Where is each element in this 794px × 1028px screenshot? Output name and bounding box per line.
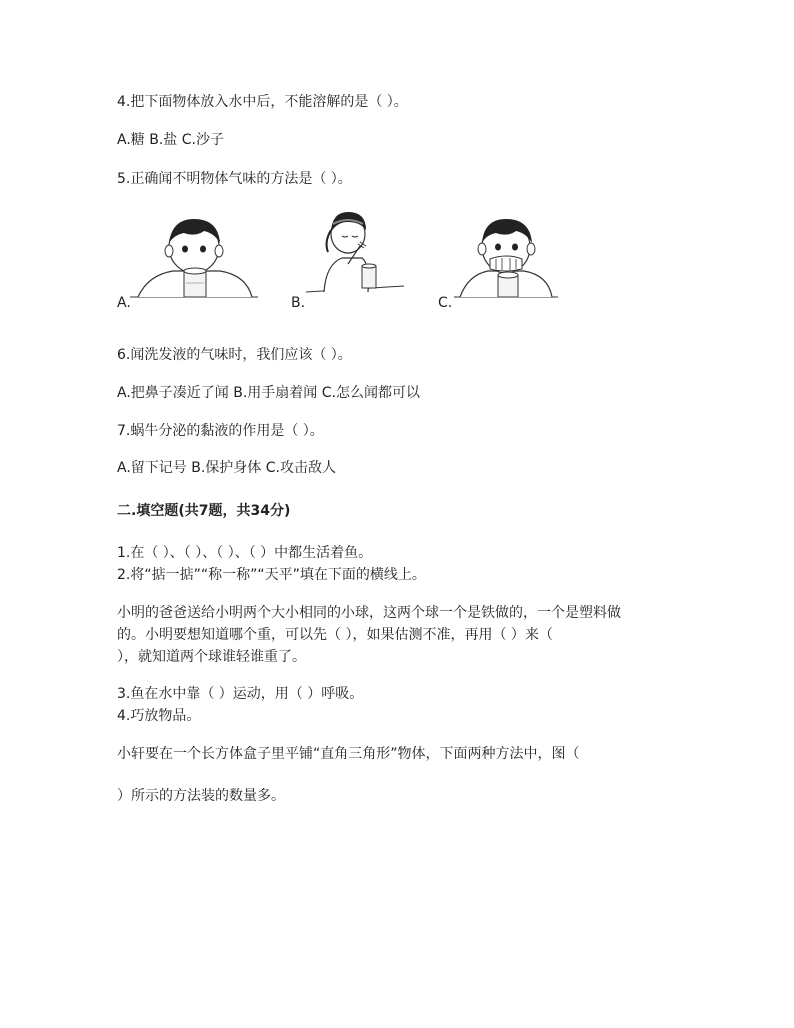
fill-question-4: 4.巧放物品。 xyxy=(117,708,201,724)
boy-covering-nose-illustration xyxy=(452,215,560,305)
q7-options: A.留下记号 B.保护身体 C.攻击敌人 xyxy=(117,460,336,476)
q7-question: 7.蜗牛分泌的黏液的作用是（ ）。 xyxy=(117,423,324,439)
q5-label-b: B. xyxy=(291,295,306,311)
fill-question-4-text-line1: 小轩要在一个长方体盒子里平铺“直角三角形”物体，下面两种方法中，图（ xyxy=(117,746,580,762)
fill-question-2-text-line1: 小明的爸爸送给小明两个大小相同的小球，这两个球一个是铁做的，一个是塑料做 xyxy=(117,605,621,621)
fill-question-1: 1.在（ ）、（ ）、（ ）、（ ）中都生活着鱼。 xyxy=(117,545,373,561)
q5-label-a: A. xyxy=(117,295,131,311)
girl-fanning-illustration xyxy=(304,208,406,300)
section-heading: 二.填空题(共7题，共34分) xyxy=(117,503,291,519)
fill-question-3: 3.鱼在水中靠（ ）运动，用（ ）呼吸。 xyxy=(117,686,364,702)
q5-question: 5.正确闻不明物体气味的方法是（ ）。 xyxy=(117,171,352,187)
q4-options: A.糖 B.盐 C.沙子 xyxy=(117,132,224,148)
fill-question-2: 2.将“掂一掂”“称一称”“天平”填在下面的横线上。 xyxy=(117,567,426,583)
boy-sniffing-illustration xyxy=(128,215,260,305)
fill-question-4-text-line2: ）所示的方法装的数量多。 xyxy=(117,788,285,804)
fill-question-2-text-line2: 的。小明要想知道哪个重，可以先（ ），如果估测不准，再用（ ）来（ xyxy=(117,627,553,643)
q6-options: A.把鼻子凑近了闻 B.用手扇着闻 C.怎么闻都可以 xyxy=(117,385,420,401)
q5-label-c: C. xyxy=(438,295,453,311)
fill-question-2-text-line3: ），就知道两个球谁轻谁重了。 xyxy=(117,649,306,665)
q6-question: 6.闻洗发液的气味时，我们应该（ ）。 xyxy=(117,347,352,363)
q4-question: 4.把下面物体放入水中后，不能溶解的是（ ）。 xyxy=(117,94,408,110)
